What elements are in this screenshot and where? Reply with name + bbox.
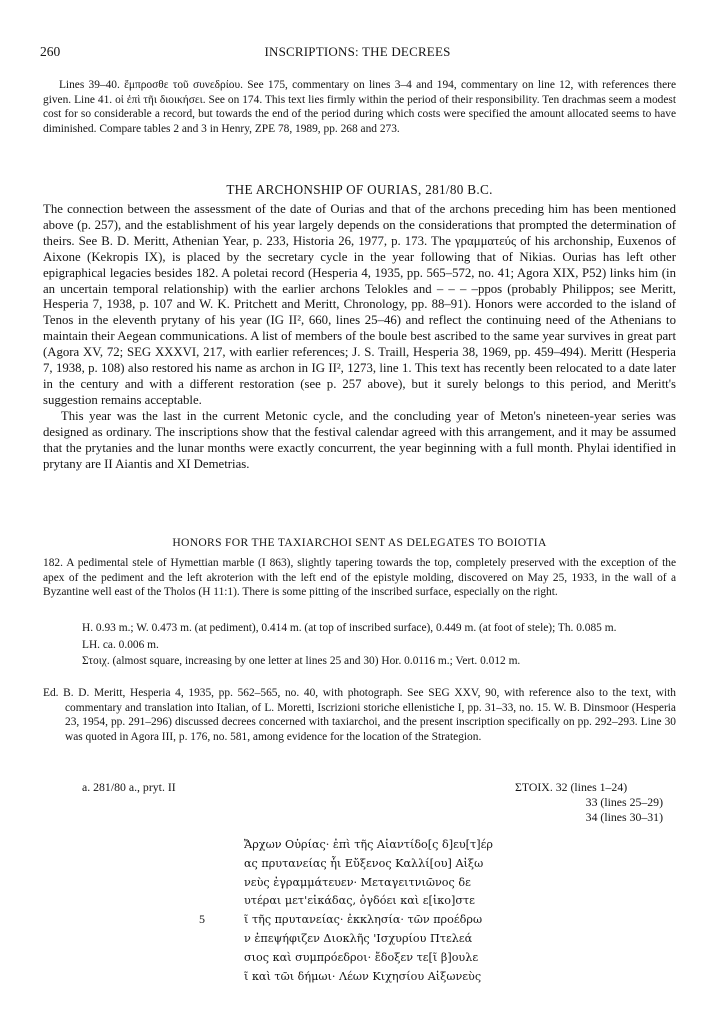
greek-line: Ἄρχων Οὐρίας· ἐπὶ τῆς Αἰαντίδο[ς δ]ευ[τ]έρ xyxy=(244,838,493,851)
stoich-line-2: 33 (lines 25–29) xyxy=(585,795,663,810)
section-title: THE ARCHONSHIP OF OURIAS, 281/80 B.C. xyxy=(226,182,493,197)
decree-description-block xyxy=(43,556,676,600)
decree-date: a. 281/80 a., pryt. II xyxy=(82,780,176,794)
measurements-block xyxy=(82,621,676,671)
commentary-block xyxy=(43,78,676,137)
greek-line: ν ἐπεψήφιζεν Διοκλῆς 'Ισχυρίου Πτελεά xyxy=(244,931,473,945)
greek-line: ῖ καὶ τῶι δήμωι· Λέων Κιχησίου Αἰξωνεὺς xyxy=(244,969,482,983)
stoich-line-1: ΣΤΟΙΧ. 32 (lines 1–24) xyxy=(515,780,628,794)
measurement-dimensions: H. 0.93 m.; W. 0.473 m. (at pediment), 0.414 m. (at top of inscribed surface), 0.449 m. (at foot of stele); Th. 0.085 m. xyxy=(82,622,617,634)
decree-title: HONORS FOR THE TAXIARCHOI SENT AS DELEGATES TO BOIOTIA xyxy=(172,536,547,549)
section-paragraph-2: This year was the last in the current Metonic cycle, and the concluding year of Meton's nineteen-year series was designed as ordinary. The inscriptions show that the festival calendar agreed with this arrangement, and it may be assumed that the prytanies and the lunar months were exactly concurrent, the year beginning with a full month. Phylai identified in prytany are II Aiantis and XI Demetrias. xyxy=(43,408,676,471)
page-header xyxy=(40,44,675,64)
edition-block xyxy=(43,686,676,745)
running-head: INSCRIPTIONS: THE DECREES xyxy=(264,44,451,59)
line-number: 5 xyxy=(199,912,205,926)
measurement-letter-height: LH. ca. 0.006 m. xyxy=(82,638,159,651)
greek-line: σιος καὶ συμπρόεδροι· ἔδοξεν τε[ῖ β]ουλε xyxy=(244,950,479,964)
stoich-line-3: 34 (lines 30–31) xyxy=(585,810,663,825)
edition-note: Ed. B. D. Meritt, Hesperia 4, 1935, pp. 562–565, no. 40, with photograph. See SEG XXV, 90, with reference also to the text, with commentary and translation into Italian, of L. Moretti, Iscrizioni storiche ellenistiche I, pp. 31–33, no. 15. W. B. Dinsmoor (Hesperia 23, 1954, pp. 291–296) discussed decrees concerned with taxiarchoi, and the present inscription specifically on pp. 292–293. Line 30 was quoted in Agora III, p. 176, no. 581, among evidence for the location of the Strategion. xyxy=(43,687,676,744)
section-paragraph-1: The connection between the assessment of the date of Ourias and that of the archons preceding him has been mentioned above (p. 257), and the establishment of his year largely depends on the considerations that prompted the determination of theirs. See B. D. Meritt, Athenian Year, p. 233, Historia 26, 1977, p. 173. The γραμματεύς of his archonship, Euxenos of Aixone (Kekropis IX), is placed by the secretary cycle in the year following that of Nikias. Ourias has left other epigraphical legacies besides 182. A poletai record (Hesperia 4, 1935, pp. 565–572, no. 41; Agora XIX, P52) links him (in an uncertain temporal relationship) with the earlier archons Telokles and – – – –ppos (probably Philippos; see Meritt, Hesperia 7, 1938, p. 107 and W. K. Pritchett and Meritt, Chronology, pp. 88–91). Honors were accorded to the island of Tenos in the eleventh prytany of his year (IG II², 660, lines 25–46) and reflect the continuing need of the Athenians to maintain their Aegean communications. A list of members of the boule best ascribed to the same year survives in great part (Agora XV, 72; SEG XXXVI, 217, with earlier references; J. S. Traill, Hesperia 38, 1969, pp. 459–494). Meritt (Hesperia 7, 1938, p. 108) also restored his name as archon in IG II², 1273, line 1. This text has recently been relocated to a date later in the century and with a different restoration (see p. 257 above), but it surely belongs to this period, and Meritt's suggestion remains acceptable. xyxy=(43,202,676,407)
greek-line: υτέραι μετ'εἰκάδας, ὀγδόει καὶ ε[ἰκο]στε xyxy=(244,894,475,908)
decree-description: 182. A pedimental stele of Hymettian marble (I 863), slightly tapering towards the top, completely preserved with the exception of the apex of the pediment and the left akroterion with the left end of the epistyle molding, discovered on May 25, 1933, in the wall of a Byzantine well east of the Tholos (H 11:1). There is some pitting of the inscribed surface, especially on the right. xyxy=(43,557,676,599)
stoichedon-info xyxy=(515,780,675,826)
greek-line: νεὺς ἐγραμμάτευεν· Μεταγειτνιῶνος δε xyxy=(244,875,471,889)
section-body xyxy=(43,202,676,472)
greek-text xyxy=(244,836,493,986)
greek-line: ῖ τῆς πρυτανείας· ἐκκλησία· τῶν προέδρω xyxy=(244,913,483,927)
greek-line: ας πρυτανείας ἧι Εὔξενος Καλλί[ου] Αἰξω xyxy=(244,856,484,870)
measurement-stoichedon: Στοιχ. (almost square, increasing by one letter at lines 25 and 30) Hor. 0.0116 m.; Vert. 0.012 m. xyxy=(82,655,521,668)
commentary-paragraph: Lines 39–40. ἔμπροσθε τοῦ συνεδρίου. See 175, commentary on lines 3–4 and 194, commentary on line 12, with references there given. Line 41. οἱ ἐπὶ τῆι διοικήσει. See on 174. This text lies firmly within the period of their responsibility. Ten drachmas seem a modest cost for so considerable a record, but towards the end of the period during which costs were specified the amount allocated seems to have diminished. Compare tables 2 and 3 in Henry, ZPE 78, 1989, pp. 268 and 273. xyxy=(43,79,676,136)
page-number: 260 xyxy=(40,44,61,59)
